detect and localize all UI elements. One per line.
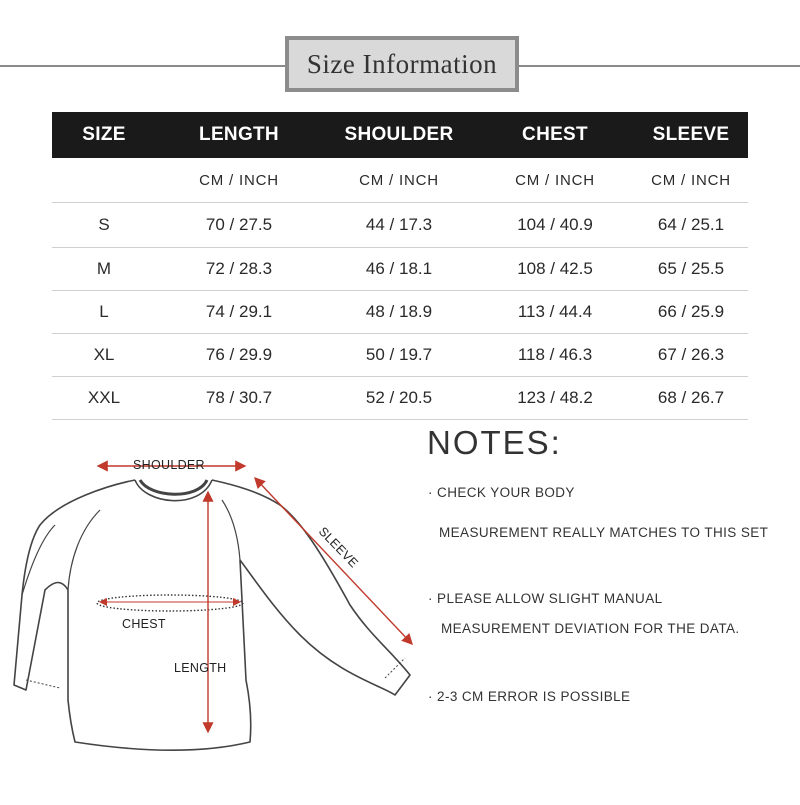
- sleeve-measure-arrow: [255, 478, 412, 644]
- sleeve-cell: 66 / 25.9: [657, 302, 725, 321]
- shoulder-cell: 52 / 20.5: [365, 388, 433, 407]
- shirt-outline: [14, 480, 410, 750]
- notes-title: NOTES:: [427, 424, 562, 461]
- length-cell: 72 / 28.3: [205, 259, 273, 278]
- length-cell: 78 / 30.7: [205, 388, 273, 407]
- note-line: · 2-3 CM ERROR IS POSSIBLE: [428, 689, 631, 704]
- shirt-measurement-diagram: [0, 430, 430, 800]
- page-title: Size Information: [289, 40, 515, 88]
- shoulder-cell: 48 / 18.9: [365, 302, 433, 321]
- note-line: · PLEASE ALLOW SLIGHT MANUAL: [428, 591, 663, 606]
- table-row: [52, 203, 748, 248]
- chest-cell: 108 / 42.5: [517, 259, 593, 278]
- shoulder-cell: 46 / 18.1: [365, 259, 433, 278]
- title-banner: [285, 36, 519, 92]
- size-cell: S: [98, 215, 110, 234]
- header-shoulder: SHOULDER: [344, 124, 454, 145]
- size-cell: XXL: [87, 388, 121, 407]
- table-row: [52, 248, 748, 291]
- unit-sleeve: CM / INCH: [651, 171, 731, 189]
- table-header: [52, 112, 748, 158]
- length-cell: 76 / 29.9: [205, 345, 273, 364]
- header-size: SIZE: [82, 124, 126, 145]
- header-sleeve: SLEEVE: [652, 124, 730, 145]
- size-cell: XL: [93, 345, 115, 364]
- unit-chest: CM / INCH: [515, 171, 595, 189]
- chest-label: CHEST: [122, 617, 166, 631]
- chest-cell: 104 / 40.9: [517, 215, 593, 234]
- length-cell: 70 / 27.5: [205, 215, 273, 234]
- sleeve-cell: 65 / 25.5: [657, 259, 725, 278]
- table-row: [52, 291, 748, 334]
- header-chest: CHEST: [522, 124, 588, 145]
- sleeve-cell: 64 / 25.1: [657, 215, 725, 234]
- shirt-illustration: [0, 430, 430, 800]
- chest-measure-loop: [97, 595, 243, 611]
- units-row: [52, 158, 748, 203]
- chest-cell: 113 / 44.4: [517, 302, 593, 321]
- size-cell: L: [99, 302, 109, 321]
- shoulder-label: SHOULDER: [133, 458, 205, 472]
- table-row: [52, 334, 748, 377]
- note-line: MEASUREMENT DEVIATION FOR THE DATA.: [441, 621, 740, 636]
- sleeve-label: SLEEVE: [315, 524, 361, 571]
- length-label: LENGTH: [174, 661, 227, 675]
- size-table: [52, 112, 748, 420]
- chest-cell: 123 / 48.2: [517, 388, 593, 407]
- length-cell: 74 / 29.1: [205, 302, 273, 321]
- header-length: LENGTH: [199, 124, 279, 145]
- shoulder-cell: 44 / 17.3: [365, 215, 433, 234]
- chest-cell: 118 / 46.3: [517, 345, 593, 364]
- note-line: MEASUREMENT REALLY MATCHES TO THIS SET: [439, 525, 769, 540]
- sleeve-cell: 68 / 26.7: [657, 388, 725, 407]
- note-line: · CHECK YOUR BODY: [428, 485, 575, 500]
- sleeve-cell: 67 / 26.3: [657, 345, 725, 364]
- unit-length: CM / INCH: [199, 171, 279, 189]
- size-cell: M: [96, 259, 112, 278]
- table-row: [52, 377, 748, 420]
- shoulder-cell: 50 / 19.7: [365, 345, 433, 364]
- unit-size: [52, 158, 156, 202]
- unit-shoulder: CM / INCH: [359, 171, 439, 189]
